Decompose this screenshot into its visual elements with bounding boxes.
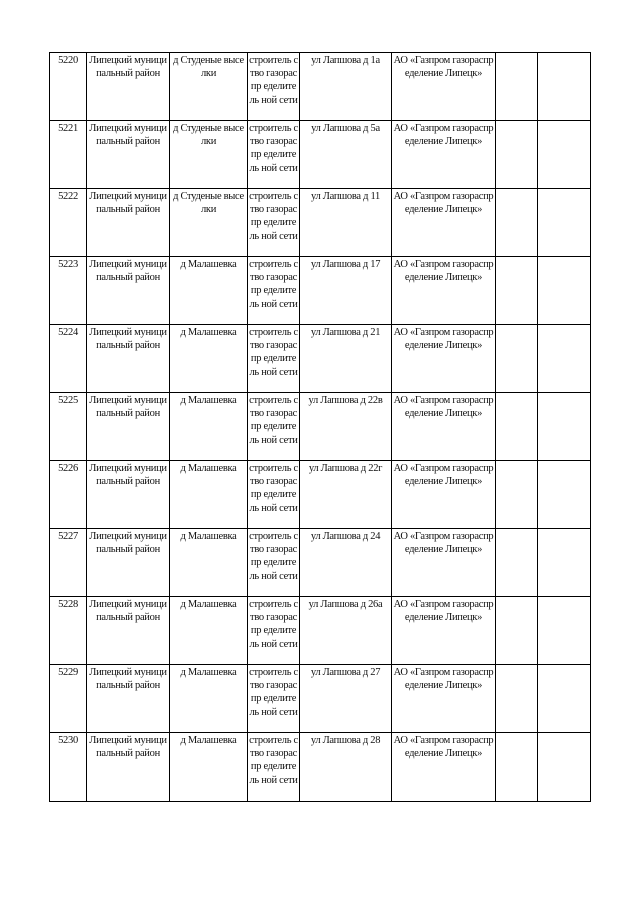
address-cell: ул Лапшова д 28 <box>300 733 392 802</box>
district-cell: Липецкий муниципальный район <box>87 529 170 597</box>
empty-cell <box>496 597 538 665</box>
empty-cell <box>496 665 538 733</box>
record-number-cell: 5230 <box>50 733 87 802</box>
district-cell: Липецкий муниципальный район <box>87 597 170 665</box>
owner-cell: АО «Газпром газораспределение Липецк» <box>392 121 496 189</box>
table-row <box>50 461 591 529</box>
work-type-cell: строитель ство газораспр еделитель ной сети <box>248 189 300 257</box>
record-number-cell: 5226 <box>50 461 87 529</box>
locality-cell: д Малашевка <box>170 733 248 802</box>
table-row <box>50 733 591 802</box>
table-row <box>50 325 591 393</box>
locality-cell: д Студеные выселки <box>170 53 248 121</box>
work-type-cell: строитель ство газораспр еделитель ной сети <box>248 461 300 529</box>
empty-cell <box>496 461 538 529</box>
record-number-cell: 5222 <box>50 189 87 257</box>
address-cell: ул Лапшова д 1а <box>300 53 392 121</box>
address-cell: ул Лапшова д 27 <box>300 665 392 733</box>
work-type-cell: строитель ство газораспр еделитель ной сети <box>248 53 300 121</box>
table-row <box>50 393 591 461</box>
address-cell: ул Лапшова д 17 <box>300 257 392 325</box>
empty-cell <box>538 393 591 461</box>
locality-cell: д Малашевка <box>170 393 248 461</box>
owner-cell: АО «Газпром газораспределение Липецк» <box>392 597 496 665</box>
empty-cell <box>538 325 591 393</box>
locality-cell: д Малашевка <box>170 529 248 597</box>
district-cell: Липецкий муниципальный район <box>87 189 170 257</box>
work-type-cell: строитель ство газораспр еделитель ной сети <box>248 597 300 665</box>
district-cell: Липецкий муниципальный район <box>87 665 170 733</box>
owner-cell: АО «Газпром газораспределение Липецк» <box>392 461 496 529</box>
work-type-cell: строитель ство газораспр еделитель ной сети <box>248 529 300 597</box>
empty-cell <box>496 257 538 325</box>
locality-cell: д Малашевка <box>170 461 248 529</box>
empty-cell <box>538 461 591 529</box>
record-number-cell: 5228 <box>50 597 87 665</box>
empty-cell <box>538 665 591 733</box>
work-type-cell: строитель ство газораспр еделитель ной сети <box>248 325 300 393</box>
address-cell: ул Лапшова д 21 <box>300 325 392 393</box>
table-row <box>50 597 591 665</box>
owner-cell: АО «Газпром газораспределение Липецк» <box>392 189 496 257</box>
district-cell: Липецкий муниципальный район <box>87 733 170 802</box>
table-row <box>50 121 591 189</box>
locality-cell: д Малашевка <box>170 325 248 393</box>
record-number-cell: 5229 <box>50 665 87 733</box>
owner-cell: АО «Газпром газораспределение Липецк» <box>392 53 496 121</box>
address-cell: ул Лапшова д 11 <box>300 189 392 257</box>
registry-table <box>49 52 591 802</box>
address-cell: ул Лапшова д 22г <box>300 461 392 529</box>
district-cell: Липецкий муниципальный район <box>87 257 170 325</box>
empty-cell <box>496 393 538 461</box>
empty-cell <box>538 121 591 189</box>
district-cell: Липецкий муниципальный район <box>87 325 170 393</box>
owner-cell: АО «Газпром газораспределение Липецк» <box>392 733 496 802</box>
empty-cell <box>496 529 538 597</box>
record-number-cell: 5225 <box>50 393 87 461</box>
work-type-cell: строитель ство газораспр еделитель ной сети <box>248 733 300 802</box>
work-type-cell: строитель ство газораспр еделитель ной сети <box>248 121 300 189</box>
table-row <box>50 257 591 325</box>
work-type-cell: строитель ство газораспр еделитель ной сети <box>248 393 300 461</box>
locality-cell: д Студеные выселки <box>170 189 248 257</box>
table-row <box>50 529 591 597</box>
work-type-cell: строитель ство газораспр еделитель ной сети <box>248 665 300 733</box>
record-number-cell: 5221 <box>50 121 87 189</box>
table-row <box>50 189 591 257</box>
locality-cell: д Малашевка <box>170 597 248 665</box>
record-number-cell: 5224 <box>50 325 87 393</box>
empty-cell <box>496 325 538 393</box>
empty-cell <box>496 53 538 121</box>
table-row <box>50 665 591 733</box>
locality-cell: д Малашевка <box>170 257 248 325</box>
address-cell: ул Лапшова д 5а <box>300 121 392 189</box>
district-cell: Липецкий муниципальный район <box>87 121 170 189</box>
owner-cell: АО «Газпром газораспределение Липецк» <box>392 393 496 461</box>
empty-cell <box>538 53 591 121</box>
record-number-cell: 5227 <box>50 529 87 597</box>
table-row <box>50 53 591 121</box>
work-type-cell: строитель ство газораспр еделитель ной сети <box>248 257 300 325</box>
locality-cell: д Малашевка <box>170 665 248 733</box>
address-cell: ул Лапшова д 24 <box>300 529 392 597</box>
registry-rows <box>50 53 591 802</box>
empty-cell <box>496 733 538 802</box>
district-cell: Липецкий муниципальный район <box>87 53 170 121</box>
address-cell: ул Лапшова д 26а <box>300 597 392 665</box>
record-number-cell: 5220 <box>50 53 87 121</box>
owner-cell: АО «Газпром газораспределение Липецк» <box>392 257 496 325</box>
owner-cell: АО «Газпром газораспределение Липецк» <box>392 529 496 597</box>
owner-cell: АО «Газпром газораспределение Липецк» <box>392 665 496 733</box>
empty-cell <box>538 597 591 665</box>
empty-cell <box>496 189 538 257</box>
district-cell: Липецкий муниципальный район <box>87 393 170 461</box>
record-number-cell: 5223 <box>50 257 87 325</box>
district-cell: Липецкий муниципальный район <box>87 461 170 529</box>
owner-cell: АО «Газпром газораспределение Липецк» <box>392 325 496 393</box>
empty-cell <box>496 121 538 189</box>
empty-cell <box>538 733 591 802</box>
address-cell: ул Лапшова д 22в <box>300 393 392 461</box>
empty-cell <box>538 189 591 257</box>
empty-cell <box>538 529 591 597</box>
locality-cell: д Студеные выселки <box>170 121 248 189</box>
empty-cell <box>538 257 591 325</box>
